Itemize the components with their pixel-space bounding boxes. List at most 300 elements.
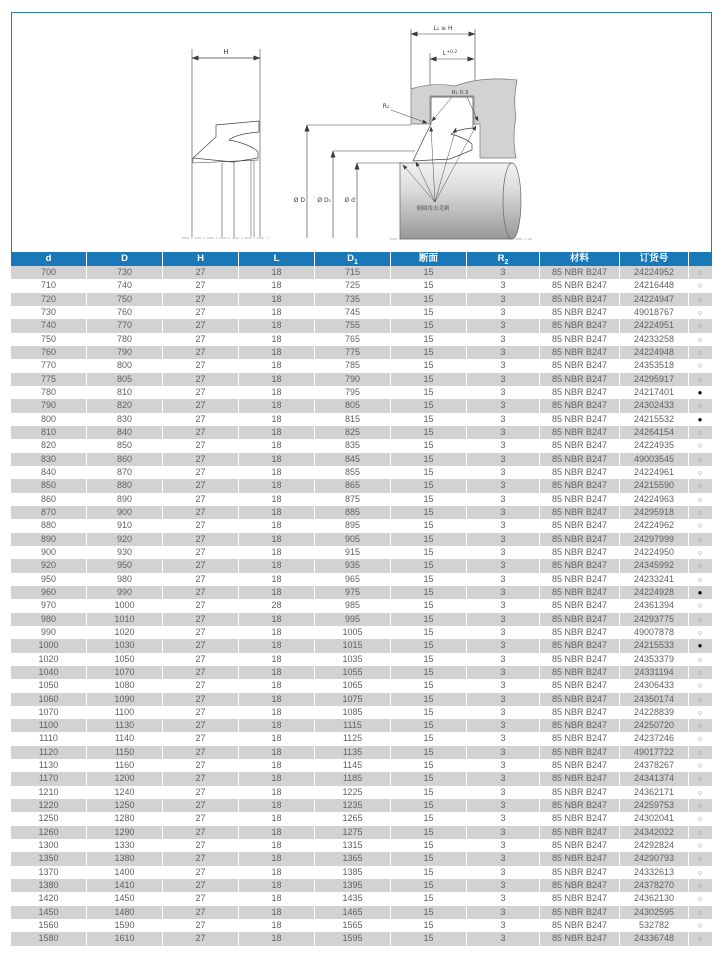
table-row [11,906,712,919]
cell-R2: 3 [467,732,540,745]
table-row [11,533,712,546]
cell-L: 18 [239,719,315,732]
cell-material: 85 NBR B247 [540,306,620,319]
cell-L: 18 [239,426,315,439]
cell-material: 85 NBR B247 [540,533,620,546]
cell-order-no: 24342022 [620,826,689,839]
status-open-circle-icon: ○ [697,787,703,797]
cell-R2: 3 [467,906,540,919]
cell-D1: 1565 [315,919,391,932]
cell-D1: 790 [315,373,391,386]
cell-D: 1410 [87,879,163,892]
table-row [11,932,712,945]
cell-L: 18 [239,493,315,506]
cell-R2: 3 [467,373,540,386]
cell-section: 15 [391,399,467,412]
cell-R2: 3 [467,319,540,332]
table-row [11,639,712,652]
cell-order-no: 24361394 [620,599,689,612]
cell-d: 770 [11,359,87,372]
cell-section: 15 [391,586,467,599]
table-row [11,879,712,892]
cell-R2: 3 [467,892,540,905]
cell-H: 27 [163,706,239,719]
cell-section: 15 [391,826,467,839]
status-filled-dot-icon: ● [697,587,703,597]
cell-section: 15 [391,519,467,532]
cell-D: 800 [87,359,163,372]
status-open-circle-icon: ○ [697,921,703,931]
cell-L: 18 [239,919,315,932]
cell-order-no: 24228839 [620,706,689,719]
status-open-circle-icon: ○ [697,534,703,544]
cell-R2: 3 [467,786,540,799]
cell-R2: 3 [467,799,540,812]
cell-material: 85 NBR B247 [540,866,620,879]
cell-D: 780 [87,333,163,346]
cell-L: 18 [239,852,315,865]
cell-order-no: 24345992 [620,559,689,572]
cell-R2: 3 [467,599,540,612]
cell-R2: 3 [467,746,540,759]
cell-L: 18 [239,759,315,772]
table-row [11,679,712,692]
cell-D: 840 [87,426,163,439]
cell-d: 980 [11,613,87,626]
cell-L: 18 [239,359,315,372]
cell-D1: 1145 [315,759,391,772]
cell-material: 85 NBR B247 [540,719,620,732]
cell-section: 15 [391,852,467,865]
cell-D: 1050 [87,653,163,666]
cell-R2: 3 [467,772,540,785]
cell-H: 27 [163,772,239,785]
cell-D1: 1085 [315,706,391,719]
cell-order-no: 24224950 [620,546,689,559]
cell-section: 15 [391,479,467,492]
status-open-circle-icon: ○ [697,734,703,744]
cell-order-no: 24353379 [620,653,689,666]
cell-order-no: 24297999 [620,533,689,546]
table-row [11,399,712,412]
cell-order-no: 24336748 [620,932,689,945]
cell-d: 950 [11,573,87,586]
table-row [11,319,712,332]
cell-d: 1560 [11,919,87,932]
table-row [11,439,712,452]
cell-section: 15 [391,772,467,785]
cell-D: 920 [87,533,163,546]
cell-H: 27 [163,399,239,412]
cell-d: 800 [11,413,87,426]
cell-D1: 1065 [315,679,391,692]
cell-R2: 3 [467,812,540,825]
cell-H: 27 [163,453,239,466]
cell-material: 85 NBR B247 [540,852,620,865]
cell-D1: 1385 [315,866,391,879]
cell-D1: 1275 [315,826,391,839]
cell-H: 27 [163,439,239,452]
table-row [11,506,712,519]
table-row [11,519,712,532]
cell-section: 15 [391,866,467,879]
cell-order-no: 24233258 [620,333,689,346]
cell-order-no: 24224948 [620,346,689,359]
l1-dimension-label: L₁ ≥ H [433,25,453,32]
table-row [11,613,712,626]
table-header-row [11,252,712,266]
cell-D: 1250 [87,799,163,812]
cell-section: 15 [391,639,467,652]
cell-L: 18 [239,693,315,706]
cell-d: 750 [11,333,87,346]
cell-H: 27 [163,746,239,759]
table-row [11,466,712,479]
cell-section: 15 [391,732,467,745]
cell-order-no: 24216448 [620,279,689,292]
cell-order-no: 49007878 [620,626,689,639]
status-open-circle-icon: ○ [697,321,703,331]
table-row [11,653,712,666]
cell-H: 27 [163,852,239,865]
status-filled-dot-icon: ● [697,641,703,651]
cell-d: 1050 [11,679,87,692]
cell-material: 85 NBR B247 [540,386,620,399]
cell-order-no: 49018767 [620,306,689,319]
table-row [11,599,712,612]
cell-D: 860 [87,453,163,466]
cell-H: 27 [163,266,239,279]
cell-D: 1140 [87,732,163,745]
cell-section: 15 [391,453,467,466]
cell-H: 27 [163,653,239,666]
cell-L: 18 [239,839,315,852]
cell-D: 770 [87,319,163,332]
col-header-R2: $R_2$ [467,252,540,266]
table-row [11,839,712,852]
cell-D1: 815 [315,413,391,426]
cell-order-no: 532782 [620,919,689,932]
cell-d: 1130 [11,759,87,772]
cell-L: 18 [239,746,315,759]
cell-L: 18 [239,732,315,745]
cell-order-no: 24302041 [620,812,689,825]
cell-R2: 3 [467,333,540,346]
seal-profile-figure [182,49,270,238]
cell-D1: 865 [315,479,391,492]
table-row [11,293,712,306]
cell-D: 1030 [87,639,163,652]
cell-H: 27 [163,426,239,439]
cell-material: 85 NBR B247 [540,759,620,772]
cell-order-no: 24224951 [620,319,689,332]
cell-L: 18 [239,439,315,452]
cell-order-no: 24224961 [620,466,689,479]
cell-D: 1610 [87,932,163,945]
cell-D: 1290 [87,826,163,839]
cell-D: 1100 [87,706,163,719]
cell-material: 85 NBR B247 [540,879,620,892]
cell-order-no: 24378267 [620,759,689,772]
cell-d: 970 [11,599,87,612]
cell-D: 805 [87,373,163,386]
cell-L: 18 [239,333,315,346]
cell-order-no: 24295918 [620,506,689,519]
status-open-circle-icon: ○ [697,854,703,864]
cell-D: 1280 [87,812,163,825]
cell-order-no: 24215590 [620,479,689,492]
cell-d: 780 [11,386,87,399]
cell-d: 1120 [11,746,87,759]
cell-section: 15 [391,706,467,719]
cell-order-no: 24331194 [620,666,689,679]
table-row [11,746,712,759]
table-row [11,892,712,905]
col-header-D1: $D_1$ [315,252,391,266]
cell-section: 15 [391,693,467,706]
status-open-circle-icon: ○ [697,268,703,277]
cell-R2: 3 [467,826,540,839]
cell-D1: 805 [315,399,391,412]
cell-D1: 1365 [315,852,391,865]
cell-d: 700 [11,266,87,279]
cell-L: 18 [239,479,315,492]
col-header-status [689,252,711,266]
cell-material: 85 NBR B247 [540,693,620,706]
cell-material: 85 NBR B247 [540,679,620,692]
cell-H: 27 [163,812,239,825]
col-header-section: 断面 [391,252,467,266]
cell-L: 18 [239,293,315,306]
cell-material: 85 NBR B247 [540,453,620,466]
cell-d: 760 [11,346,87,359]
cell-order-no: 24215532 [620,413,689,426]
cell-section: 15 [391,666,467,679]
cell-D1: 1235 [315,799,391,812]
cell-D1: 1465 [315,906,391,919]
cell-order-no: 24362171 [620,786,689,799]
cell-order-no: 24350174 [620,693,689,706]
status-open-circle-icon: ○ [697,907,703,917]
cell-D1: 825 [315,426,391,439]
cell-d: 870 [11,506,87,519]
cell-R2: 3 [467,719,540,732]
table-row [11,919,712,932]
cell-H: 27 [163,373,239,386]
cell-R2: 3 [467,626,540,639]
cell-D1: 755 [315,319,391,332]
cell-D1: 1015 [315,639,391,652]
cell-order-no: 24224928 [620,586,689,599]
diameter-d-label: Ø d [344,197,355,204]
cell-D: 1450 [87,892,163,905]
cell-D: 1070 [87,666,163,679]
status-open-circle-icon: ○ [697,467,703,477]
cell-R2: 3 [467,386,540,399]
cell-section: 15 [391,306,467,319]
cell-D1: 965 [315,573,391,586]
cell-L: 18 [239,533,315,546]
cell-L: 18 [239,906,315,919]
table-row [11,493,712,506]
status-open-circle-icon: ○ [697,801,703,811]
table-row [11,413,712,426]
cell-D1: 1035 [315,653,391,666]
table-row [11,772,712,785]
cell-R2: 3 [467,293,540,306]
cell-D: 810 [87,386,163,399]
cell-order-no: 24293775 [620,613,689,626]
cell-d: 840 [11,466,87,479]
cell-H: 27 [163,306,239,319]
cell-order-no: 24224952 [620,266,689,279]
cell-d: 830 [11,453,87,466]
cell-D: 1200 [87,772,163,785]
cell-R2: 3 [467,306,540,319]
cell-H: 27 [163,732,239,745]
cell-D: 880 [87,479,163,492]
cell-H: 27 [163,413,239,426]
cell-L: 18 [239,772,315,785]
cell-H: 27 [163,466,239,479]
cell-R2: 3 [467,693,540,706]
cell-D: 990 [87,586,163,599]
status-open-circle-icon: ○ [697,454,703,464]
cell-section: 15 [391,439,467,452]
cell-d: 1420 [11,892,87,905]
cell-section: 15 [391,559,467,572]
cell-section: 15 [391,599,467,612]
cell-D1: 775 [315,346,391,359]
cell-material: 85 NBR B247 [540,519,620,532]
table-row [11,693,712,706]
technical-drawing [12,13,711,252]
seal-cross-section-drawing [12,13,711,252]
cell-D1: 1315 [315,839,391,852]
cell-R2: 3 [467,919,540,932]
cell-D: 760 [87,306,163,319]
col-header-D: D [87,252,163,266]
cell-R2: 3 [467,852,540,865]
cell-order-no: 24292824 [620,839,689,852]
cell-L: 18 [239,266,315,279]
cell-d: 820 [11,439,87,452]
cell-H: 27 [163,359,239,372]
cell-section: 15 [391,346,467,359]
cell-d: 1100 [11,719,87,732]
cell-order-no: 24332613 [620,866,689,879]
table-row [11,359,712,372]
cell-L: 18 [239,319,315,332]
cell-section: 15 [391,799,467,812]
cell-R2: 3 [467,679,540,692]
cell-H: 27 [163,573,239,586]
cell-d: 1040 [11,666,87,679]
cell-section: 15 [391,573,467,586]
diameter-D-label: Ø D [293,197,305,204]
cell-d: 1260 [11,826,87,839]
cell-D1: 855 [315,466,391,479]
cell-D: 1160 [87,759,163,772]
cell-R2: 3 [467,426,540,439]
cell-material: 85 NBR B247 [540,706,620,719]
cell-H: 27 [163,386,239,399]
cell-D: 950 [87,559,163,572]
cell-R2: 3 [467,493,540,506]
cell-order-no: 24264154 [620,426,689,439]
cell-d: 1210 [11,786,87,799]
cell-D: 1380 [87,852,163,865]
table-row [11,306,712,319]
cell-R2: 3 [467,559,540,572]
cell-L: 18 [239,466,315,479]
cell-D: 1240 [87,786,163,799]
l-dimension-label: $L^{+0.2}$ [442,49,458,57]
cell-section: 15 [391,279,467,292]
cell-order-no: 49003545 [620,453,689,466]
cell-H: 27 [163,333,239,346]
cell-material: 85 NBR B247 [540,426,620,439]
cell-d: 730 [11,306,87,319]
cell-L: 18 [239,519,315,532]
cell-H: 27 [163,826,239,839]
status-open-circle-icon: ○ [697,681,703,691]
cell-section: 15 [391,413,467,426]
cell-L: 18 [239,386,315,399]
cell-R2: 3 [467,706,540,719]
cell-d: 1350 [11,852,87,865]
cell-material: 85 NBR B247 [540,573,620,586]
cell-D: 750 [87,293,163,306]
cell-order-no: 24233241 [620,573,689,586]
cell-D: 930 [87,546,163,559]
status-open-circle-icon: ○ [697,521,703,531]
cell-R2: 3 [467,759,540,772]
status-open-circle-icon: ○ [697,307,703,317]
cell-H: 27 [163,279,239,292]
cell-L: 18 [239,826,315,839]
cell-R2: 3 [467,519,540,532]
cell-D1: 1435 [315,892,391,905]
cell-L: 18 [239,279,315,292]
cell-material: 85 NBR B247 [540,932,620,945]
cell-D1: 935 [315,559,391,572]
cell-d: 1110 [11,732,87,745]
cell-section: 15 [391,932,467,945]
table-row [11,279,712,292]
cell-R2: 3 [467,879,540,892]
cell-d: 1220 [11,799,87,812]
cell-R2: 3 [467,839,540,852]
cell-D: 740 [87,279,163,292]
cell-material: 85 NBR B247 [540,626,620,639]
cell-H: 27 [163,693,239,706]
cell-L: 18 [239,932,315,945]
cell-H: 27 [163,506,239,519]
cell-material: 85 NBR B247 [540,639,620,652]
cell-L: 18 [239,879,315,892]
cell-material: 85 NBR B247 [540,413,620,426]
cell-D1: 875 [315,493,391,506]
cell-section: 15 [391,546,467,559]
table-row [11,373,712,386]
status-open-circle-icon: ○ [697,721,703,731]
cell-D1: 845 [315,453,391,466]
cell-d: 720 [11,293,87,306]
cell-R2: 3 [467,586,540,599]
cell-D1: 995 [315,613,391,626]
cell-D1: 1125 [315,732,391,745]
